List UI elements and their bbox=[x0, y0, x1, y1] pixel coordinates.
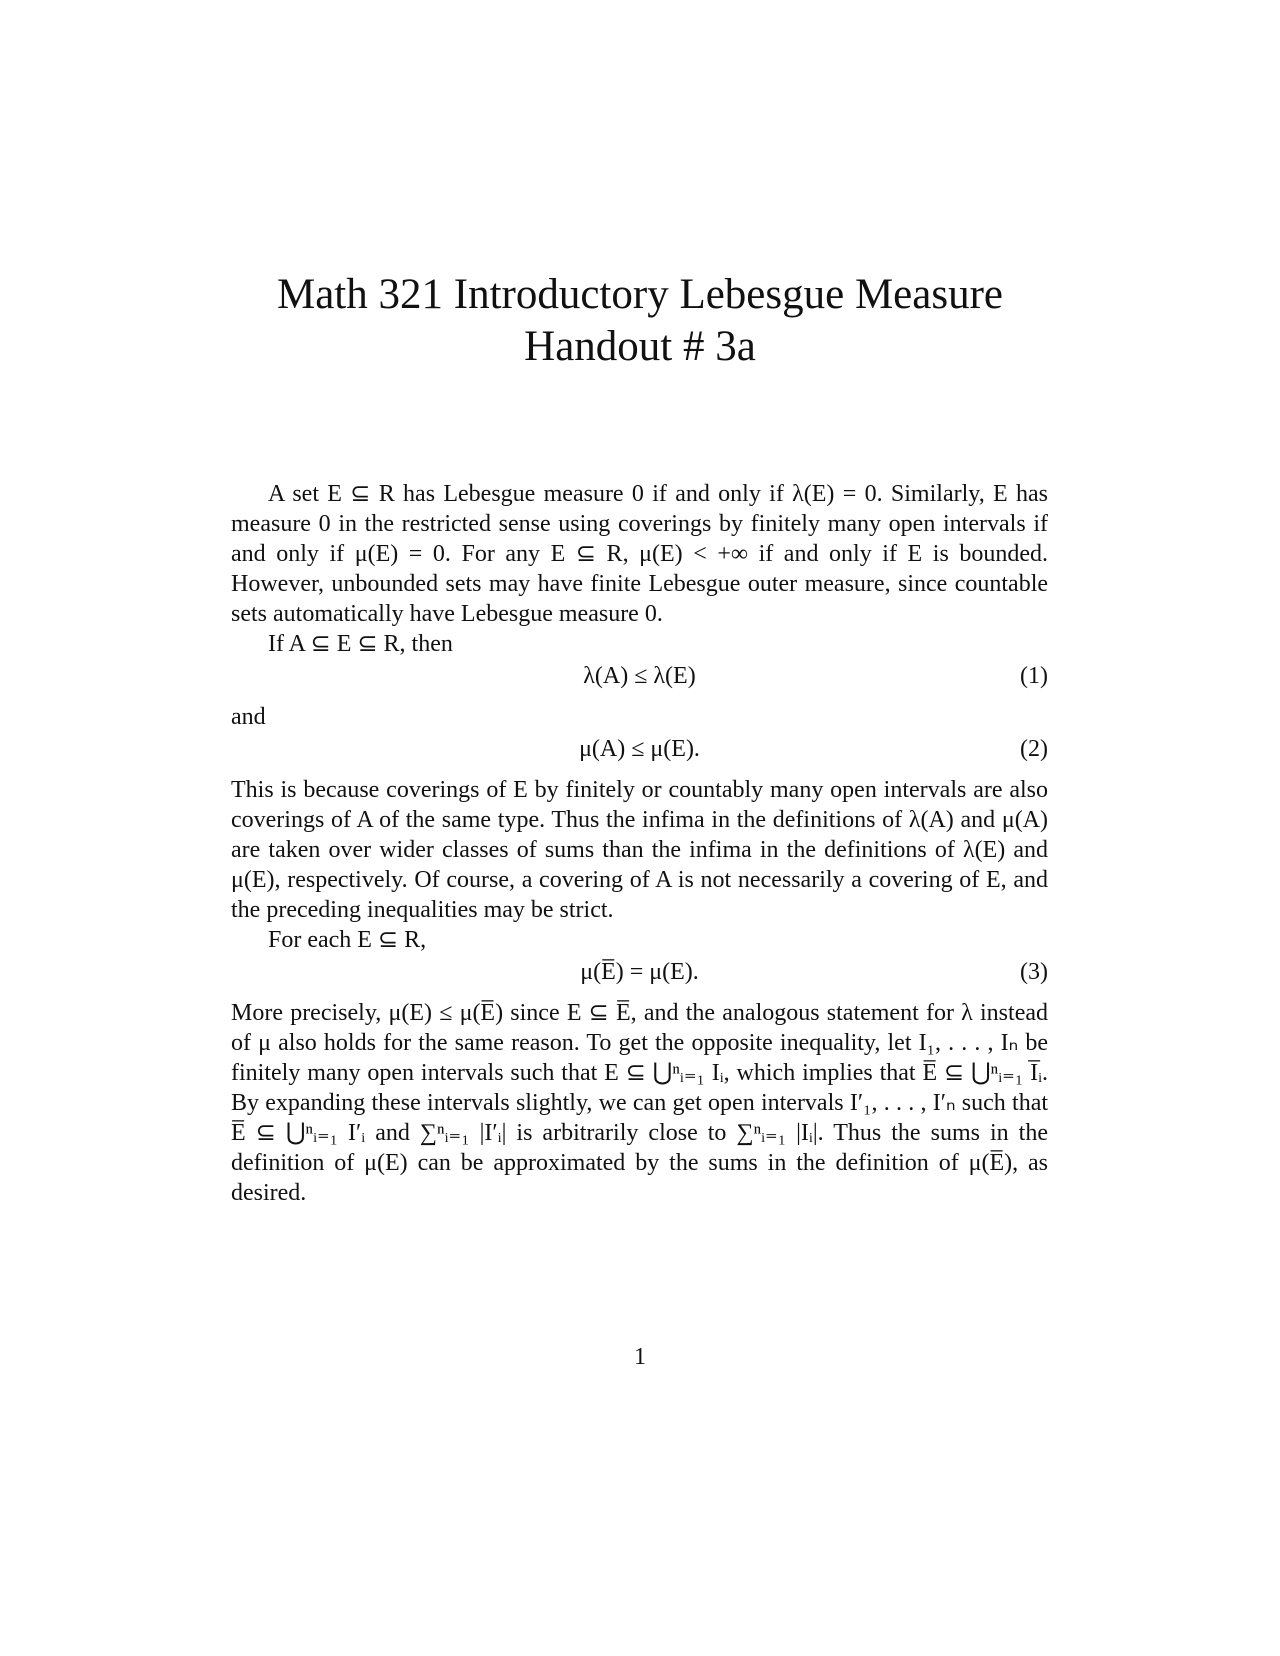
page-number: 1 bbox=[634, 1344, 646, 1370]
p5-line-7: by the sums in the definition of μ(E̅), as desired. bbox=[231, 1150, 1049, 1206]
p3-line-3: of λ(A) and μ(A) are taken over wider classes of sums than the infima in the bbox=[231, 807, 1049, 863]
paragraph-2: If A ⊆ E ⊆ R, then bbox=[268, 631, 453, 657]
paragraph-5 bbox=[231, 998, 1048, 1208]
p5-line-2: λ instead of μ also holds for the same reason. To get the opposite inequality, bbox=[231, 1000, 1048, 1056]
paragraph-4: For each E ⊆ R, bbox=[268, 927, 427, 953]
equation-2-expr: μ(A) ≤ μ(E). bbox=[579, 736, 700, 762]
p5-line-6: to ∑ⁿᵢ₌₁ |Iᵢ|. Thus the sums in the definition of μ(E) can be approximated bbox=[231, 1120, 1049, 1176]
p1-line-4: if E is bounded. However, unbounded sets may have finite Lebesgue outer bbox=[231, 541, 1049, 597]
p3-line-4: definitions of λ(E) and μ(E), respectively. Of course, a covering of A is not bbox=[231, 837, 1048, 893]
p5-line-4: implies that E̅ ⊆ ⋃ⁿᵢ₌₁ I̅ᵢ. By expanding these intervals slightly, we can get bbox=[231, 1060, 1048, 1116]
equation-3-label: (3) bbox=[1020, 959, 1048, 985]
p5-line-3: let I₁, . . . , Iₙ be finitely many open intervals such that E ⊆ ⋃ⁿᵢ₌₁ Iᵢ, which bbox=[231, 1030, 1049, 1086]
equation-3-expr: μ(E̅) = μ(E). bbox=[580, 959, 699, 985]
title-line-2: Handout # 3a bbox=[524, 322, 756, 370]
conjunction-and: and bbox=[231, 704, 266, 730]
p1-line-2: E has measure 0 in the restricted sense using coverings by finitely many open bbox=[231, 481, 1049, 537]
p3-line-1: This is because coverings of E by finitely or countably many open intervals bbox=[231, 777, 967, 803]
equation-1-label: (1) bbox=[1020, 663, 1048, 689]
title-line-1: Math 321 Introductory Lebesgue Measure bbox=[276, 270, 1003, 318]
p1-line-1: A set E ⊆ R has Lebesgue measure 0 if and only if λ(E) = 0. Similarly, bbox=[268, 481, 985, 507]
p1-line-5: measure, since countable sets automatically have Lebesgue measure 0. bbox=[231, 571, 1049, 627]
paragraph-1 bbox=[231, 479, 1048, 629]
p5-line-5: open intervals I′₁, . . . , I′ₙ such that E̅ ⊆ ⋃ⁿᵢ₌₁ I′ᵢ and ∑ⁿᵢ₌₁ |I′ᵢ| is arbitrarily close bbox=[231, 1090, 1049, 1146]
p5-line-1: More precisely, μ(E) ≤ μ(E̅) since E ⊆ E̅, and the analogous statement for bbox=[231, 1000, 954, 1026]
paragraph-3 bbox=[231, 775, 1048, 925]
equation-2-label: (2) bbox=[1020, 736, 1048, 762]
page-title bbox=[0, 269, 1280, 373]
p1-line-3: intervals if and only if μ(E) = 0. For any E ⊆ R, μ(E) < +∞ if and only bbox=[231, 511, 1048, 567]
p3-line-2: are also coverings of A of the same type. Thus the infima in the definitions bbox=[231, 777, 1048, 833]
document-body bbox=[231, 479, 1048, 1208]
equation-2 bbox=[231, 734, 1048, 764]
equation-1-expr: λ(A) ≤ λ(E) bbox=[583, 663, 696, 689]
p3-line-5: necessarily a covering of E, and the preceding inequalities may be strict. bbox=[231, 867, 1049, 923]
equation-1 bbox=[231, 661, 1048, 691]
equation-3 bbox=[231, 957, 1048, 987]
